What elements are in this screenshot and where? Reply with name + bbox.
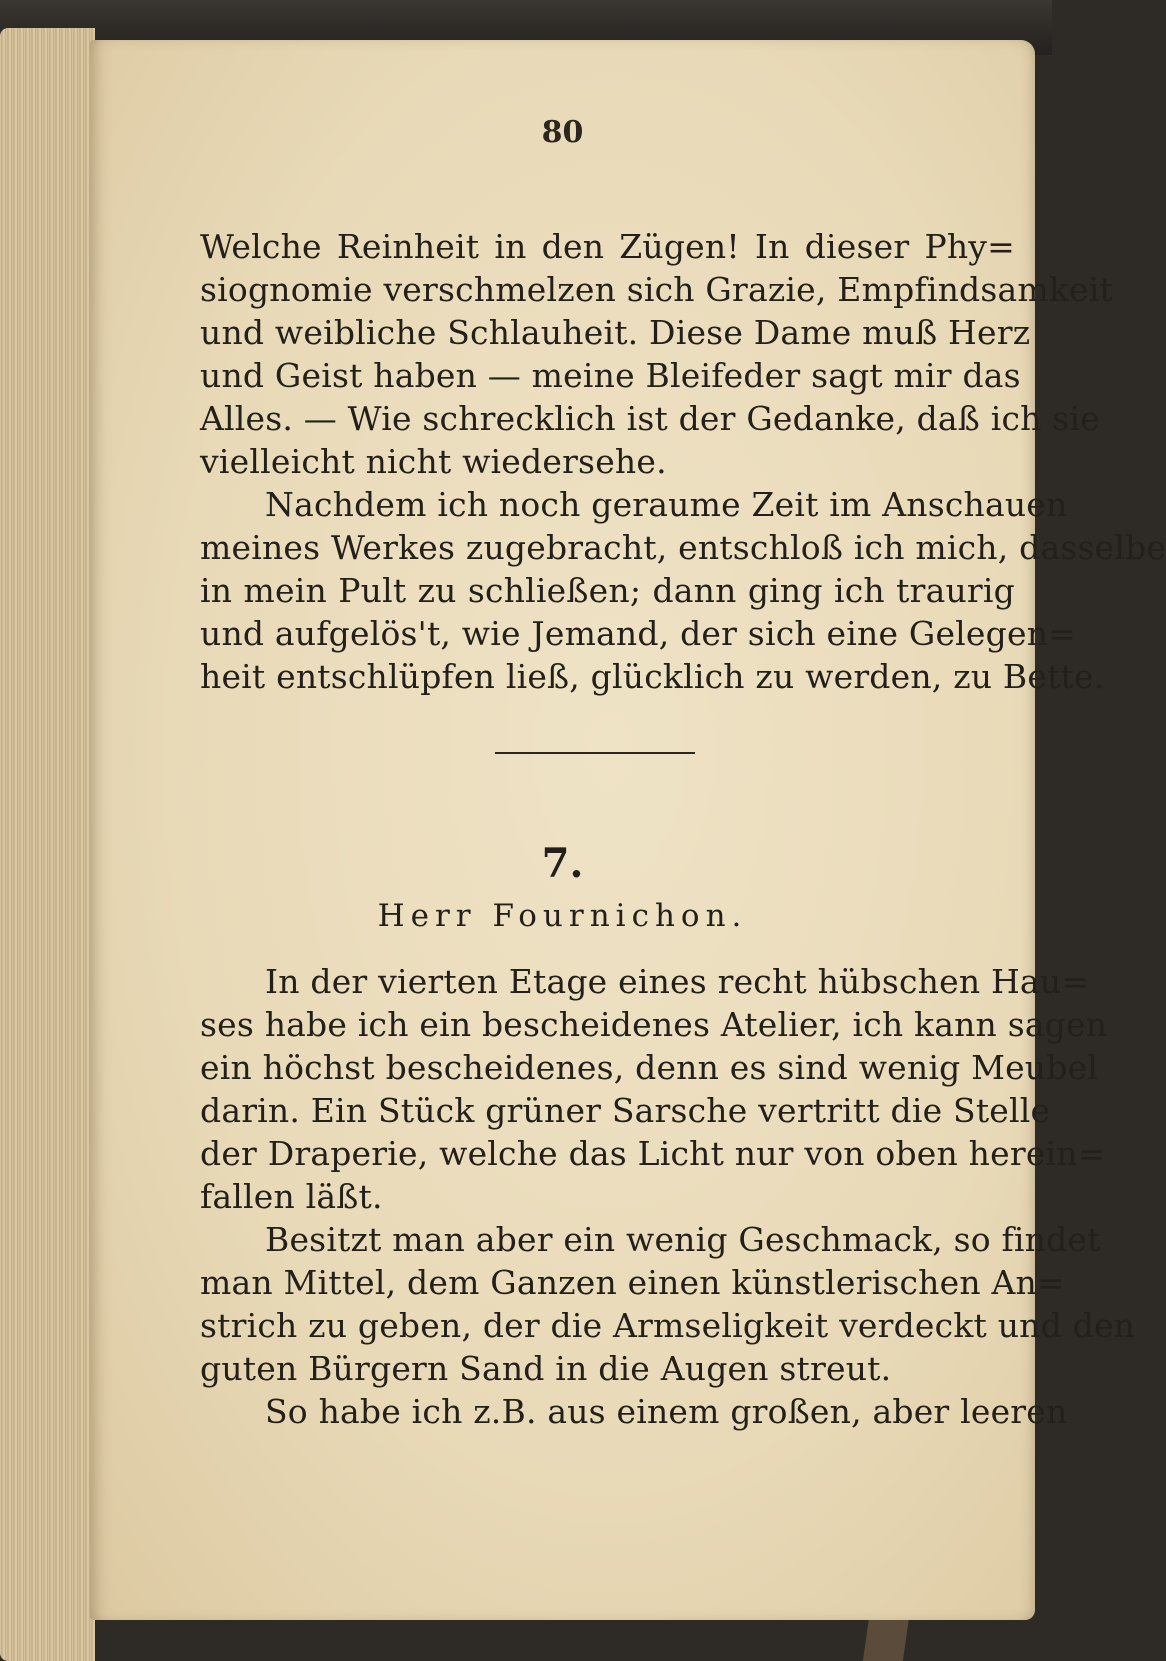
page-edges <box>0 28 95 1661</box>
text-line: der Draperie, welche das Licht nur von oben herein= <box>200 1134 1106 1173</box>
text-line: meines Werkes zugebracht, entschloß ich mich, dasselbe <box>200 528 1166 567</box>
text-line: Welche Reinheit in den Zügen! In dieser Phy= <box>200 227 1015 266</box>
text-line: in mein Pult zu schließen; dann ging ich traurig <box>200 571 1015 610</box>
chapter-title: Herr Fournichon. <box>377 898 748 934</box>
text-line: ses habe ich ein bescheidenes Atelier, ich kann sagen <box>200 1005 1108 1044</box>
text-line: ein höchst bescheidenes, denn es sind wenig Meubel <box>200 1048 1099 1087</box>
text-line: darin. Ein Stück grüner Sarsche vertritt die Stelle <box>200 1091 1051 1130</box>
text-line: guten Bürgern Sand in die Augen streut. <box>200 1349 892 1388</box>
text-line: siognomie verschmelzen sich Grazie, Empfindsamkeit <box>200 270 1113 309</box>
chapter-number: 7. <box>541 840 584 887</box>
text-line: und aufgelös't, wie Jemand, der sich eine Gelegen= <box>200 614 1077 653</box>
text-line: und weibliche Schlauheit. Diese Dame muß Herz <box>200 313 1031 352</box>
text-line: So habe ich z.B. aus einem großen, aber leeren <box>265 1392 1068 1431</box>
text-block-top <box>200 225 1166 698</box>
section-divider <box>495 752 695 754</box>
text-line: und Geist haben — meine Bleifeder sagt mir das <box>200 356 1021 395</box>
text-line: vielleicht nicht wiedersehe. <box>200 442 667 481</box>
text-line: heit entschlüpfen ließ, glücklich zu werden, zu Bette. <box>200 657 1105 696</box>
page-number: 80 <box>541 115 584 150</box>
text-block-bottom <box>200 960 1136 1433</box>
text-line: fallen läßt. <box>200 1177 383 1216</box>
text-line: Alles. — Wie schrecklich ist der Gedanke, daß ich sie <box>200 399 1100 438</box>
text-line: strich zu geben, der die Armseligkeit verdeckt und den <box>200 1306 1136 1345</box>
text-line: In der vierten Etage eines recht hübschen Hau= <box>265 962 1090 1001</box>
book-page <box>90 40 1166 1620</box>
text-line: Besitzt man aber ein wenig Geschmack, so findet <box>265 1220 1101 1259</box>
text-line: Nachdem ich noch geraume Zeit im Anschauen <box>265 485 1068 524</box>
text-line: man Mittel, dem Ganzen einen künstlerischen An= <box>200 1263 1065 1302</box>
